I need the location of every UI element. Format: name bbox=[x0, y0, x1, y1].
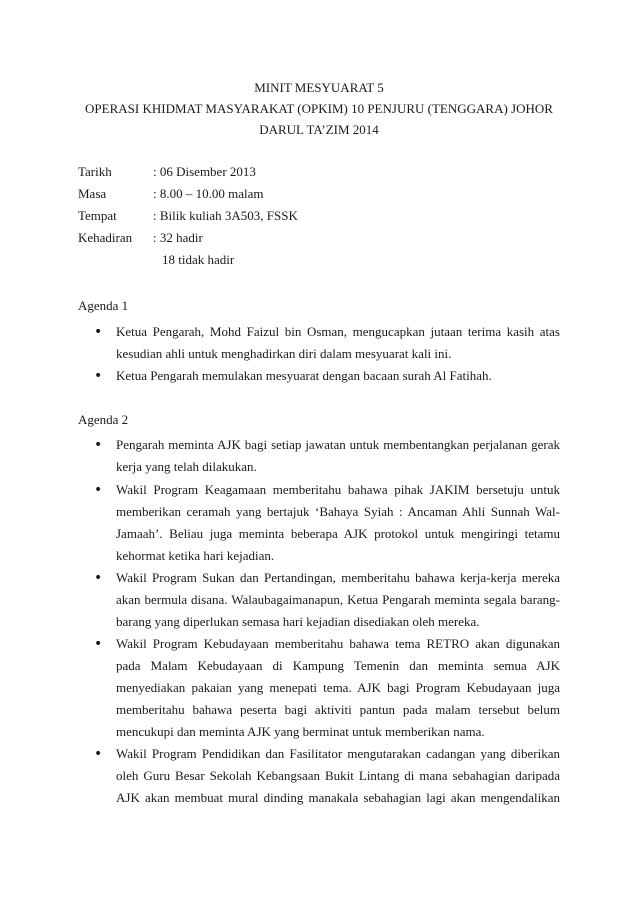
tempat-value: : Bilik kuliah 3A503, FSSK bbox=[153, 208, 298, 223]
document-subtitle-line2: DARUL TA’ZIM 2014 bbox=[259, 122, 379, 137]
agenda-2-item-1 bbox=[116, 437, 560, 481]
masa-label: Masa bbox=[78, 186, 107, 201]
document-subtitle-line1: OPERASI KHIDMAT MASYARAKAT (OPKIM) 10 PENJURU (TENGGARA) JOHOR bbox=[85, 101, 553, 116]
kehadiran-label: Kehadiran bbox=[78, 230, 133, 245]
agenda-1-item-2 bbox=[116, 368, 560, 390]
item-line: barang yang diperlukan semasa hari kejadian disediakan oleh mereka. bbox=[116, 614, 480, 629]
agenda-2-item-4 bbox=[116, 636, 560, 746]
item-line: Wakil Program Sukan dan Pertandingan, memberitahu bahawa kerja-kerja mereka bbox=[116, 570, 560, 585]
item-line: Wakil Program Pendidikan dan Fasilitator mengutarakan cadangan yang diberikan bbox=[116, 746, 560, 761]
item-line: kerja yang telah dilakukan. bbox=[116, 459, 257, 474]
item-line: Jamaah’. Beliau juga meminta beberapa AJK protokol untuk mengiringi tetamu bbox=[116, 526, 560, 541]
agenda-2-item-2 bbox=[116, 482, 560, 570]
agenda-2-title: Agenda 2 bbox=[78, 412, 129, 427]
bullet-icon: • bbox=[94, 437, 103, 453]
bullet-icon: • bbox=[94, 570, 103, 586]
item-line: oleh Guru Besar Sekolah Kebangsaan Bukit Lintang di mana sebahagian daripada bbox=[116, 768, 560, 783]
item-line: akan bermula disana. Walaubagaimanapun, Ketua Pengarah meminta segala barang- bbox=[116, 592, 560, 607]
item-line: AJK akan membuat mural dinding manakala sebahagian lagi akan mengendalikan bbox=[116, 790, 560, 805]
item-line: memberitahu bahawa peserta bagi aktiviti pantun pada malam tersebut belum bbox=[116, 702, 560, 717]
agenda-1-item-1 bbox=[116, 324, 560, 368]
item-line: menyediakan pakaian yang menepati tema. AJK bagi Program Kebudayaan juga bbox=[116, 680, 560, 695]
tarikh-label: Tarikh bbox=[78, 164, 112, 179]
item-line: Ketua Pengarah, Mohd Faizul bin Osman, mengucapkan jutaan terima kasih atas bbox=[116, 324, 560, 339]
masa-value: : 8.00 – 10.00 malam bbox=[153, 186, 264, 201]
bullet-icon: • bbox=[94, 746, 103, 762]
item-line: Ketua Pengarah memulakan mesyuarat dengan bacaan surah Al Fatihah. bbox=[116, 368, 492, 383]
item-line: Wakil Program Keagamaan memberitahu bahawa pihak JAKIM bersetuju untuk bbox=[116, 482, 560, 497]
item-line: mencukupi dan meminta AJK yang berminat untuk memberikan nama. bbox=[116, 724, 485, 739]
item-line: memberikan ceramah yang bertajuk ‘Bahaya Syiah : Ancaman Ahli Sunnah Wal- bbox=[116, 504, 560, 519]
tarikh-value: : 06 Disember 2013 bbox=[153, 164, 256, 179]
bullet-icon: • bbox=[94, 636, 103, 652]
agenda-1-title: Agenda 1 bbox=[78, 298, 129, 313]
item-line: kesudian ahli untuk menghadirkan diri dalam mesyuarat kali ini. bbox=[116, 346, 452, 361]
item-line: kehormat ketika hari kejadian. bbox=[116, 548, 275, 563]
agenda-2-item-3 bbox=[116, 570, 560, 636]
item-line: pada Malam Kebudayaan di Kampung Temenin dan meminta semua AJK bbox=[116, 658, 560, 673]
bullet-icon: • bbox=[94, 324, 103, 340]
kehadiran-value-hadir: : 32 hadir bbox=[153, 230, 203, 245]
agenda-2-item-5 bbox=[116, 746, 560, 812]
item-line: Wakil Program Kebudayaan memberitahu bahawa tema RETRO akan digunakan bbox=[116, 636, 560, 651]
item-line: Pengarah meminta AJK bagi setiap jawatan untuk membentangkan perjalanan gerak bbox=[116, 437, 560, 452]
bullet-icon: • bbox=[94, 368, 103, 384]
kehadiran-value-tidak-hadir: 18 tidak hadir bbox=[162, 252, 235, 267]
bullet-icon: • bbox=[94, 482, 103, 498]
document-title: MINIT MESYUARAT 5 bbox=[254, 80, 384, 95]
tempat-label: Tempat bbox=[78, 208, 117, 223]
